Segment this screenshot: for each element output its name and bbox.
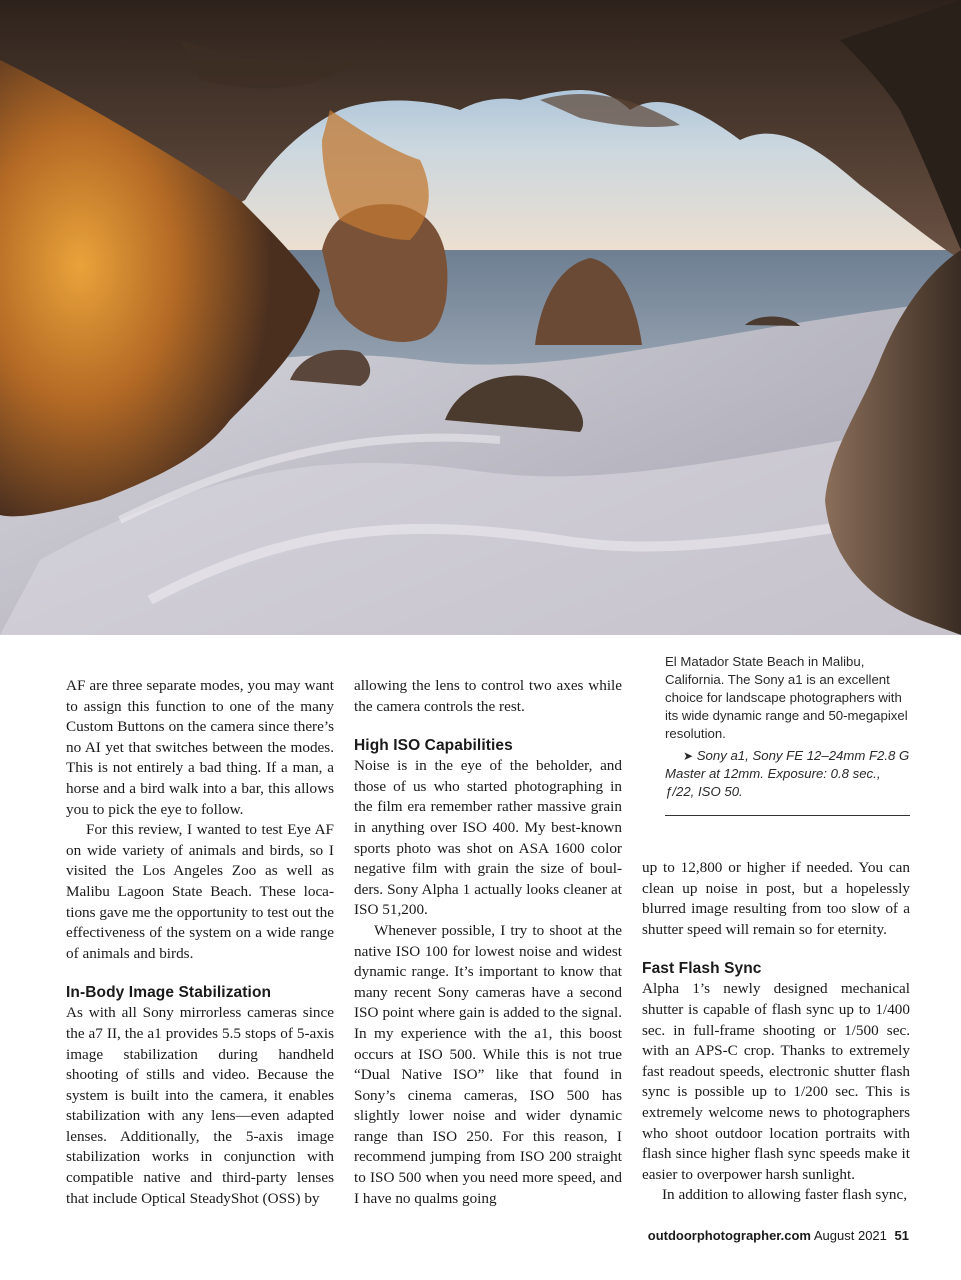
caption-credit-text: Sony a1, Sony FE 12–24mm F2.8 G Master at 12mm. Exposure: 0.8 sec., ƒ/22, ISO 50. [665, 748, 910, 799]
body-paragraph: Alpha 1’s newly designed mechanical shutter is capable of flash sync up to 1/400 sec. in full-frame shooting or 1/500 sec. with an APS-C crop. Thanks to extremely fast readout speeds, electronic shutter flash sync is possible up to 1/200 sec. This is extremely welcome news to photographers who shoot outdoor location portraits with flash since higher flash sync speeds make it easier to overpower harsh sunlight. [642, 980, 910, 1183]
article-column-3 [642, 858, 910, 1206]
page-number: 51 [894, 1228, 909, 1243]
body-paragraph: allowing the lens to control two axes while the camera controls the rest. [354, 677, 622, 715]
body-paragraph: Noise is in the eye of the beholder, and those of us who started photographing in the film era remember rather massive grain in anything over ISO 400. My best-known sports photo was shot on ASA 1600 color negative film with grain the size of boulders. Sony Alpha 1 actually looks cleaner at ISO 51,200. [354, 757, 622, 919]
caption-divider [665, 815, 910, 816]
section-heading-flash-sync: Fast Flash Sync [642, 960, 762, 978]
article-column-2 [354, 676, 622, 1209]
body-paragraph: In addition to allowing faster flash sync, [662, 1186, 908, 1204]
hero-photo [0, 0, 961, 635]
page-footer [648, 1228, 909, 1243]
body-paragraph: As with all Sony mirrorless cameras since the a7 II, the a1 provides 5.5 stops of 5-axis image stabilization during handheld shooting of stills and video. Because the system is built into the camera, it enables stabilization with any lens—even adapted lenses. Additionally, the 5-axis image stabilization works in conjunction with compatible native and third-party lenses that include Optical SteadyShot (OSS) by [66, 1004, 334, 1207]
body-paragraph: Whenever possible, I try to shoot at the native ISO 100 for lowest noise and widest dynamic range. It’s important to know that many recent Sony cameras have a second ISO point where gain is added to the signal. In my experience with the a1, this boost occurs at ISO 500. While this is not true “Dual Native ISO” like that found in Sony’s cinema cameras, ISO 500 has slightly lower noise and wider dynamic range than ISO 250. For this reason, I recommend jumping from ISO 200 straight to ISO 500 when you need more speed, and I have no qualms going [354, 921, 622, 1207]
arrow-icon: ➤ [683, 749, 694, 763]
photo-caption [665, 653, 910, 801]
caption-credit [665, 747, 910, 801]
section-heading-high-iso: High ISO Capabilities [354, 737, 513, 755]
body-paragraph: For this review, I wanted to test Eye AF on wide variety of animals and birds, so I visited the Los Angeles Zoo as well as Malibu Lagoon State Beach. These locations gave me the opportunity to test out the effectiveness of the system on a wide range of animals and birds. [66, 821, 334, 962]
footer-website: outdoorphotographer.com [647, 1228, 811, 1243]
article-column-1 [66, 676, 334, 1209]
body-paragraph: AF are three separate modes, you may want to assign this function to one of the many Custom Buttons on the camera since there’s no AI yet that switches between the modes. This is not entirely a bad thing. If a man, a horse and a bird walk into a bar, this allows you to pick the eye to follow. [66, 677, 334, 818]
section-heading-stabilization: In-Body Image Stabilization [66, 984, 272, 1002]
body-paragraph: up to 12,800 or higher if needed. You can clean up noise in post, but a hopelessly blurred image resulting from too slow of a shutter speed will remain so for eternity. [642, 859, 910, 938]
sea-cave-photo [0, 0, 961, 635]
footer-issue: August 2021 [813, 1228, 887, 1243]
caption-text: El Matador State Beach in Malibu, California. The Sony a1 is an excellent choice for landscape photographers with its wide dynamic range and 50-megapixel resolution. [665, 654, 908, 741]
